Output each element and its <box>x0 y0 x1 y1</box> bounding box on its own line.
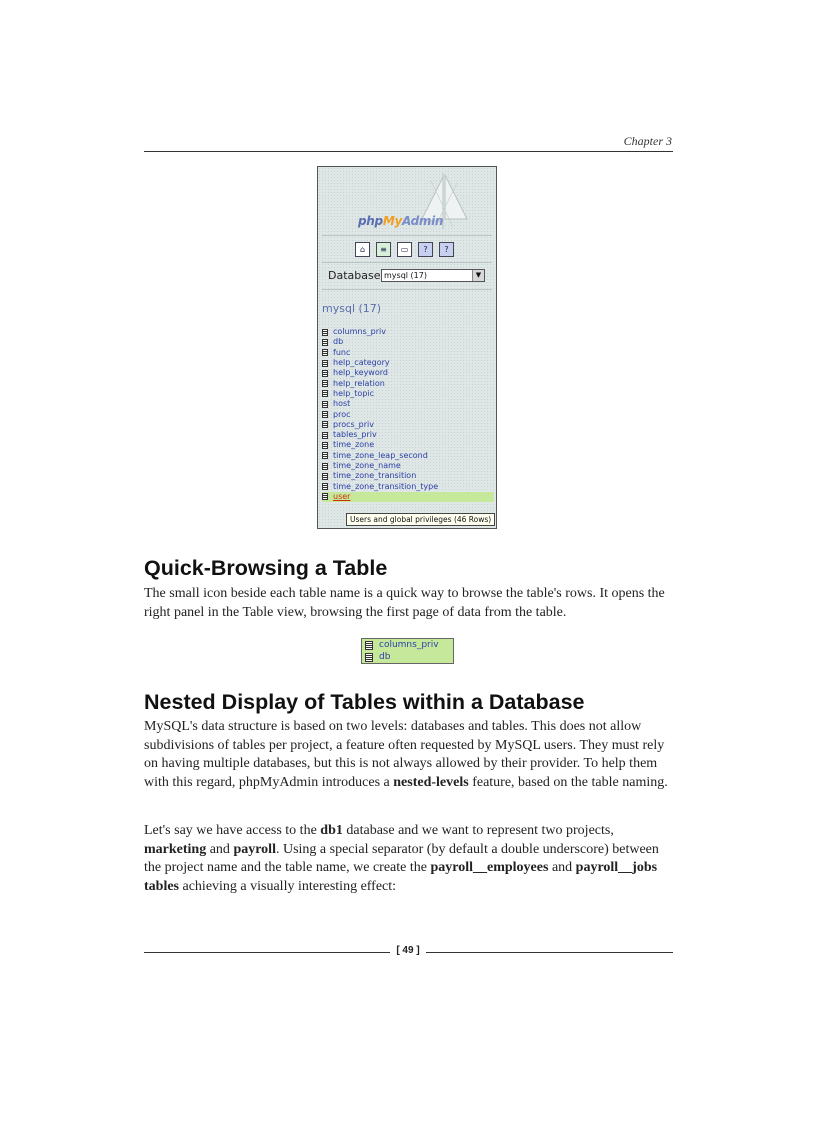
browse-table-icon[interactable] <box>322 452 328 459</box>
table-name[interactable]: help_category <box>333 358 390 368</box>
browse-table-icon[interactable] <box>322 411 328 418</box>
browse-table-icon[interactable] <box>322 401 328 408</box>
table-name[interactable]: func <box>333 347 351 357</box>
home-icon[interactable]: ⌂ <box>355 242 370 257</box>
table-list <box>322 327 494 502</box>
browse-table-icon[interactable] <box>322 442 328 449</box>
browse-table-icon[interactable] <box>322 463 328 470</box>
table-name[interactable]: time_zone_name <box>333 461 401 470</box>
phpmyadmin-logo[interactable]: phpMyAdmin <box>358 214 444 228</box>
table-item-func[interactable] <box>322 348 494 358</box>
browse-table-icon[interactable] <box>322 390 328 397</box>
table-name[interactable]: help_topic <box>333 388 375 398</box>
browse-table-icon[interactable] <box>322 493 328 500</box>
quick-browsing-paragraph: The small icon beside each table name is a quick way to browse the table's rows. It opens the right panel in the Table view, browsing the first page of data from the table. <box>144 586 665 620</box>
query-window-icon[interactable]: ▭ <box>397 242 412 257</box>
table-name[interactable]: tables_priv <box>333 430 377 440</box>
table-item-time-zone-transition-type[interactable] <box>322 481 494 491</box>
table-item-help-topic[interactable] <box>322 389 494 399</box>
database-heading[interactable]: mysql (17) <box>322 302 382 315</box>
browse-table-icon[interactable] <box>322 483 328 490</box>
table-name[interactable]: user <box>333 491 351 501</box>
browse-table-icon[interactable] <box>322 380 328 387</box>
browse-table-icon[interactable] <box>322 329 328 336</box>
section-title-quick-browsing: Quick-Browsing a Table <box>144 556 388 580</box>
browse-table-icon[interactable] <box>322 432 328 439</box>
header-rule <box>144 151 673 152</box>
mysql-docs-icon[interactable]: ? <box>439 242 454 257</box>
browse-table-icon[interactable] <box>365 641 373 650</box>
table-name[interactable]: columns_priv <box>379 640 439 650</box>
page-number: [ 49 ] <box>396 945 420 956</box>
browse-table-icon[interactable] <box>322 349 328 356</box>
table-name[interactable]: procs_priv <box>333 419 374 429</box>
snippet-row-columns-priv[interactable] <box>362 639 453 651</box>
table-name[interactable]: help_keyword <box>333 368 388 378</box>
table-name[interactable]: help_relation <box>333 378 385 388</box>
table-name[interactable]: db <box>379 652 391 662</box>
table-item-columns-priv[interactable] <box>322 327 494 337</box>
table-item-time-zone[interactable] <box>322 440 494 450</box>
table-item-time-zone-name[interactable] <box>322 461 494 471</box>
chapter-header: Chapter 3 <box>623 134 672 148</box>
table-icon-snippet <box>361 638 454 664</box>
table-name[interactable]: time_zone_transition_type <box>333 481 439 491</box>
browse-table-icon[interactable] <box>322 473 328 480</box>
footer-rule-right <box>426 952 673 953</box>
footer-rule-left <box>144 952 390 953</box>
table-item-help-relation[interactable] <box>322 378 494 388</box>
table-item-help-category[interactable] <box>322 358 494 368</box>
browse-table-icon[interactable] <box>322 360 328 367</box>
section-title-nested-display: Nested Display of Tables within a Database <box>144 690 585 714</box>
table-name[interactable]: time_zone <box>333 440 375 450</box>
table-name[interactable]: host <box>333 399 351 409</box>
table-item-help-keyword[interactable] <box>322 368 494 378</box>
chevron-down-icon[interactable]: ▼ <box>472 270 484 281</box>
table-item-host[interactable] <box>322 399 494 409</box>
phpmyadmin-screenshot <box>317 166 497 529</box>
browse-table-icon[interactable] <box>365 653 373 662</box>
browse-table-icon[interactable] <box>322 370 328 377</box>
browse-table-icon[interactable] <box>322 339 328 346</box>
table-item-user[interactable] <box>322 492 494 502</box>
divider <box>322 262 492 263</box>
database-select[interactable]: mysql (17) ▼ <box>381 269 485 282</box>
snippet-row-db[interactable] <box>362 651 453 663</box>
table-item-tables-priv[interactable] <box>322 430 494 440</box>
table-name[interactable]: db <box>333 337 344 347</box>
database-label: Database <box>328 269 381 282</box>
table-item-procs-priv[interactable] <box>322 420 494 430</box>
table-name[interactable]: time_zone_transition <box>333 471 417 481</box>
nested-paragraph-2: Let's say we have access to the db1 database and we want to represent two projects, marketing and payroll. Using a special separator (by default a double underscore) between the project name and the table name, we create the payroll__employees and payroll__jobs tables achieving a visually interesting effect: <box>144 823 659 895</box>
table-name[interactable]: time_zone_leap_second <box>333 450 428 460</box>
table-item-time-zone-transition[interactable] <box>322 471 494 481</box>
table-item-time-zone-leap-second[interactable] <box>322 451 494 461</box>
documentation-icon[interactable]: ? <box>418 242 433 257</box>
sql-query-icon[interactable]: ≡ <box>376 242 391 257</box>
browse-table-icon[interactable] <box>322 421 328 428</box>
tooltip: Users and global privileges (46 Rows) <box>346 513 495 526</box>
nested-paragraph-1: MySQL's data structure is based on two levels: databases and tables. This does not allow subdivisions of tables per project, a feature often requested by MySQL users. They must rely on having multiple databases, but this is not always allowed by their provider. To help them with this regard, phpMyAdmin introduces a nested-levels feature, based on the table naming. <box>144 719 668 791</box>
table-item-db[interactable] <box>322 337 494 347</box>
table-name[interactable]: columns_priv <box>333 327 386 337</box>
table-item-proc[interactable] <box>322 409 494 419</box>
toolbar-icons <box>355 242 454 257</box>
divider <box>322 235 492 236</box>
divider <box>322 289 492 290</box>
table-name[interactable]: proc <box>333 409 351 419</box>
